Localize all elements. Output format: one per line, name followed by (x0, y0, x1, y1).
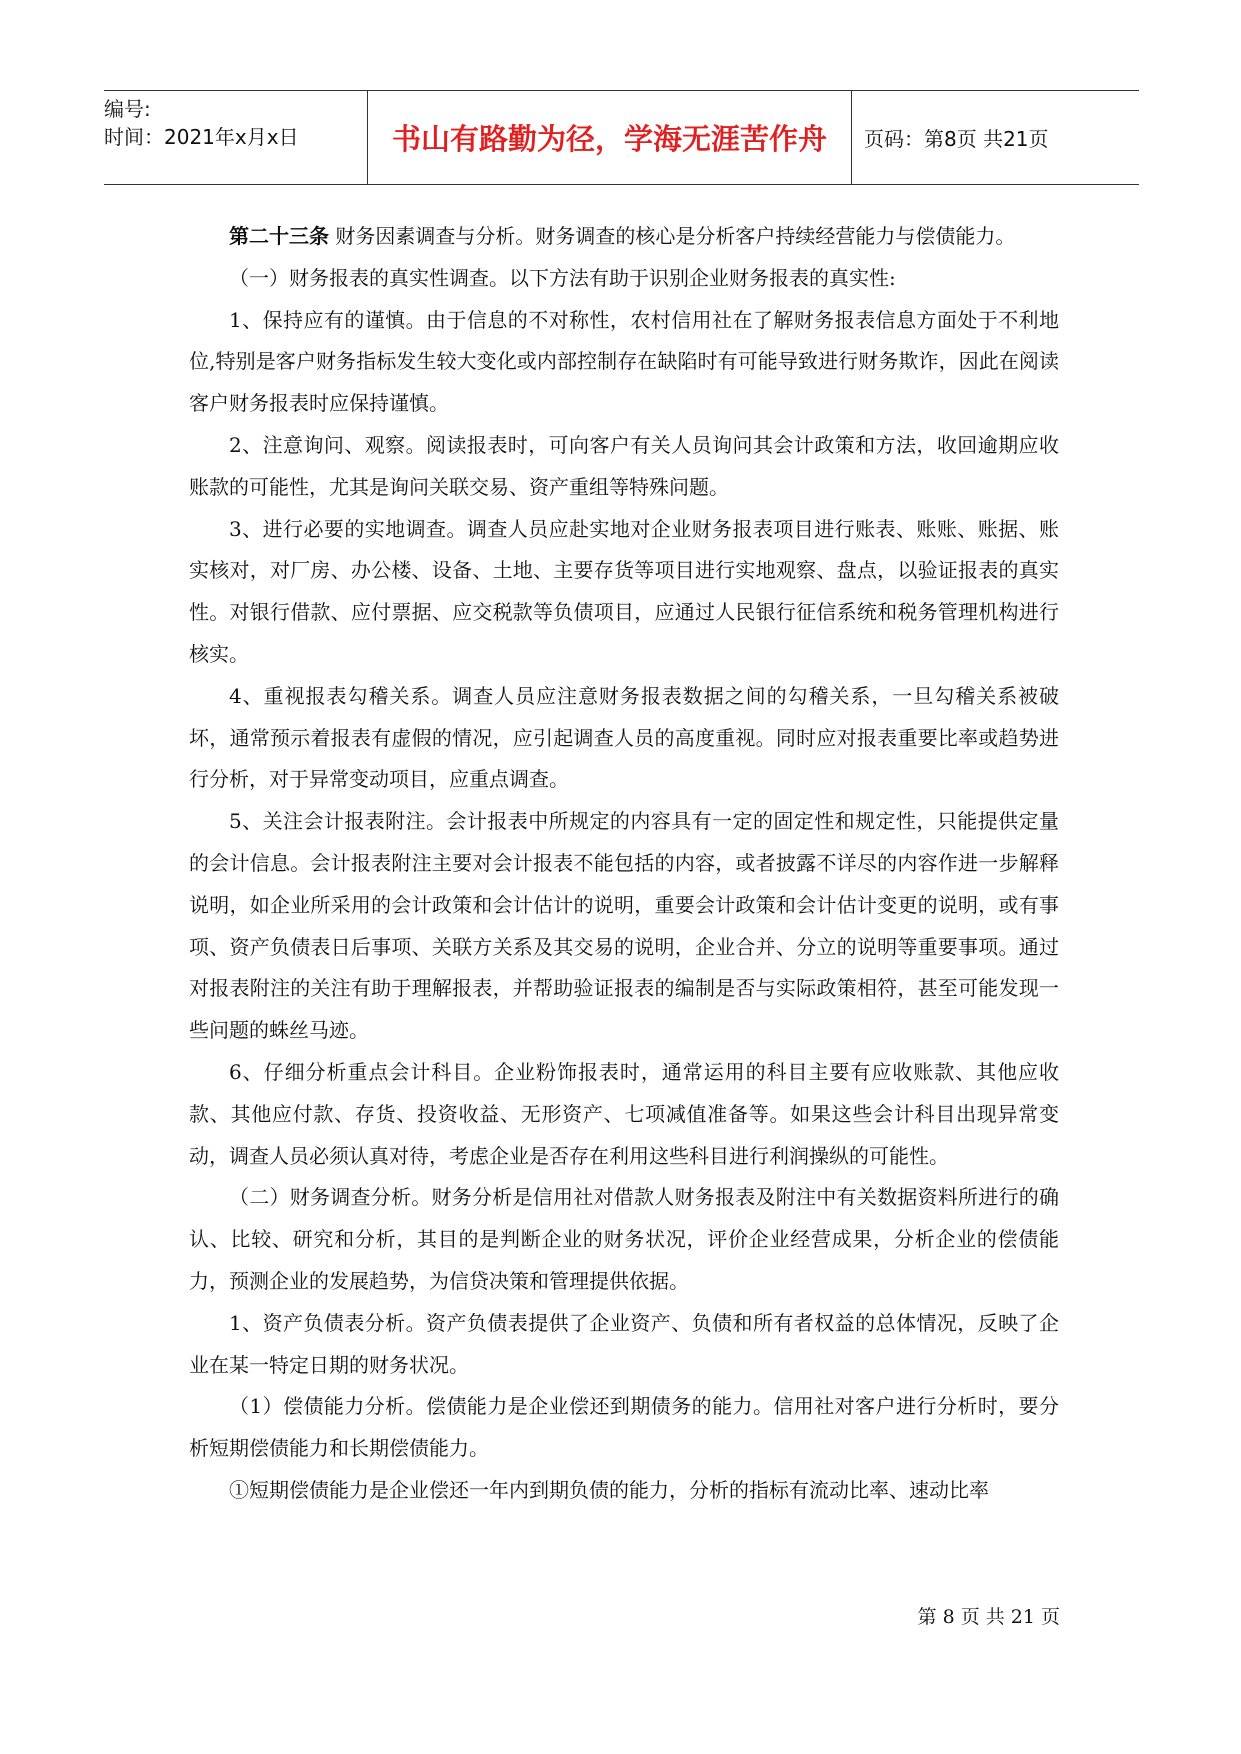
paragraph: ①短期偿债能力是企业偿还一年内到期负债的能力，分析的指标有流动比率、速动比率 (229, 1477, 989, 1502)
paragraph: 5、关注会计报表附注。会计报表中所规定的内容具有一定的固定性和规定性，只能提供定量的会计信息。会计报表附注主要对会计报表不能包括的内容，或者披露不详尽的内容作进一步解释说明，如企业所采用的会计政策和会计估计的说明，重要会计政策和会计估计变更的说明，或有事项、资产负债表日后事项、关联方关系及其交易的说明，企业合并、分立的说明等重要事项。通过对报表附注的关注有助于理解报表，并帮助验证报表的编制是否与实际政策相符，甚至可能发现一些问题的蛛丝马迹。 (189, 809, 1059, 1043)
paragraph: 1、资产负债表分析。资产负债表提供了企业资产、负债和所有者权益的总体情况，反映了企业在某一特定日期的财务状况。 (189, 1310, 1059, 1377)
header-motto: 书山有路勤为径，学海无涯苦作舟 (368, 91, 852, 184)
paragraph-text: 财务因素调查与分析。财务调查的核心是分析客户持续经营能力与偿债能力。 (329, 224, 1016, 248)
document-time-label: 时间：2021年x月x日 (104, 125, 299, 149)
paragraph: 3、进行必要的实地调查。调查人员应赴实地对企业财务报表项目进行账表、账账、账据、账实核对，对厂房、办公楼、设备、土地、主要存货等项目进行实地观察、盘点，以验证报表的真实性。对银行借款、应付票据、应交税款等负债项目，应通过人民银行征信系统和税务管理机构进行核实。 (189, 516, 1059, 666)
page-footer: 第 8 页 共 21 页 (917, 1606, 1060, 1628)
header-page-info: 页码：第8页 共21页 (864, 127, 1049, 151)
paragraph: 2、注意询问、观察。阅读报表时，可向客户有关人员询问其会计政策和方法，收回逾期应收账款的可能性，尤其是询问关联交易、资产重组等特殊问题。 (189, 432, 1059, 499)
article-label: 第二十三条 (229, 224, 329, 248)
document-number-label: 编号: (104, 97, 151, 121)
page-header (104, 90, 1139, 185)
paragraph: 6、仔细分析重点会计科目。企业粉饰报表时，通常运用的科目主要有应收账款、其他应收款、其他应付款、存货、投资收益、无形资产、七项减值准备等。如果这些会计科目出现异常变动，调查人员必须认真对待，考虑企业是否存在利用这些科目进行利润操纵的可能性。 (189, 1059, 1059, 1168)
paragraph: （1）偿债能力分析。偿债能力是企业偿还到期债务的能力。信用社对客户进行分析时，要分析短期偿债能力和长期偿债能力。 (189, 1394, 1059, 1461)
paragraph: （二）财务调查分析。财务分析是信用社对借款人财务报表及附注中有关数据资料所进行的确认、比较、研究和分析，其目的是判断企业的财务状况，评价企业经营成果，分析企业的偿债能力，预测企业的发展趋势，为信贷决策和管理提供依据。 (189, 1185, 1059, 1293)
paragraph (189, 216, 1059, 258)
paragraph: 1、保持应有的谨慎。由于信息的不对称性，农村信用社在了解财务报表信息方面处于不利地位,特别是客户财务指标发生较大变化或内部控制存在缺陷时有可能导致进行财务欺诈，因此在阅读客户财务报表时应保持谨慎。 (189, 307, 1059, 416)
document-body (189, 216, 1059, 1512)
header-meta (104, 91, 368, 184)
paragraph: （一）财务报表的真实性调查。以下方法有助于识别企业财务报表的真实性: (229, 265, 896, 290)
paragraph: 4、重视报表勾稽关系。调查人员应注意财务报表数据之间的勾稽关系，一旦勾稽关系被破坏，通常预示着报表有虚假的情况，应引起调查人员的高度重视。同时应对报表重要比率或趋势进行分析，对于异常变动项目，应重点调查。 (189, 683, 1059, 792)
